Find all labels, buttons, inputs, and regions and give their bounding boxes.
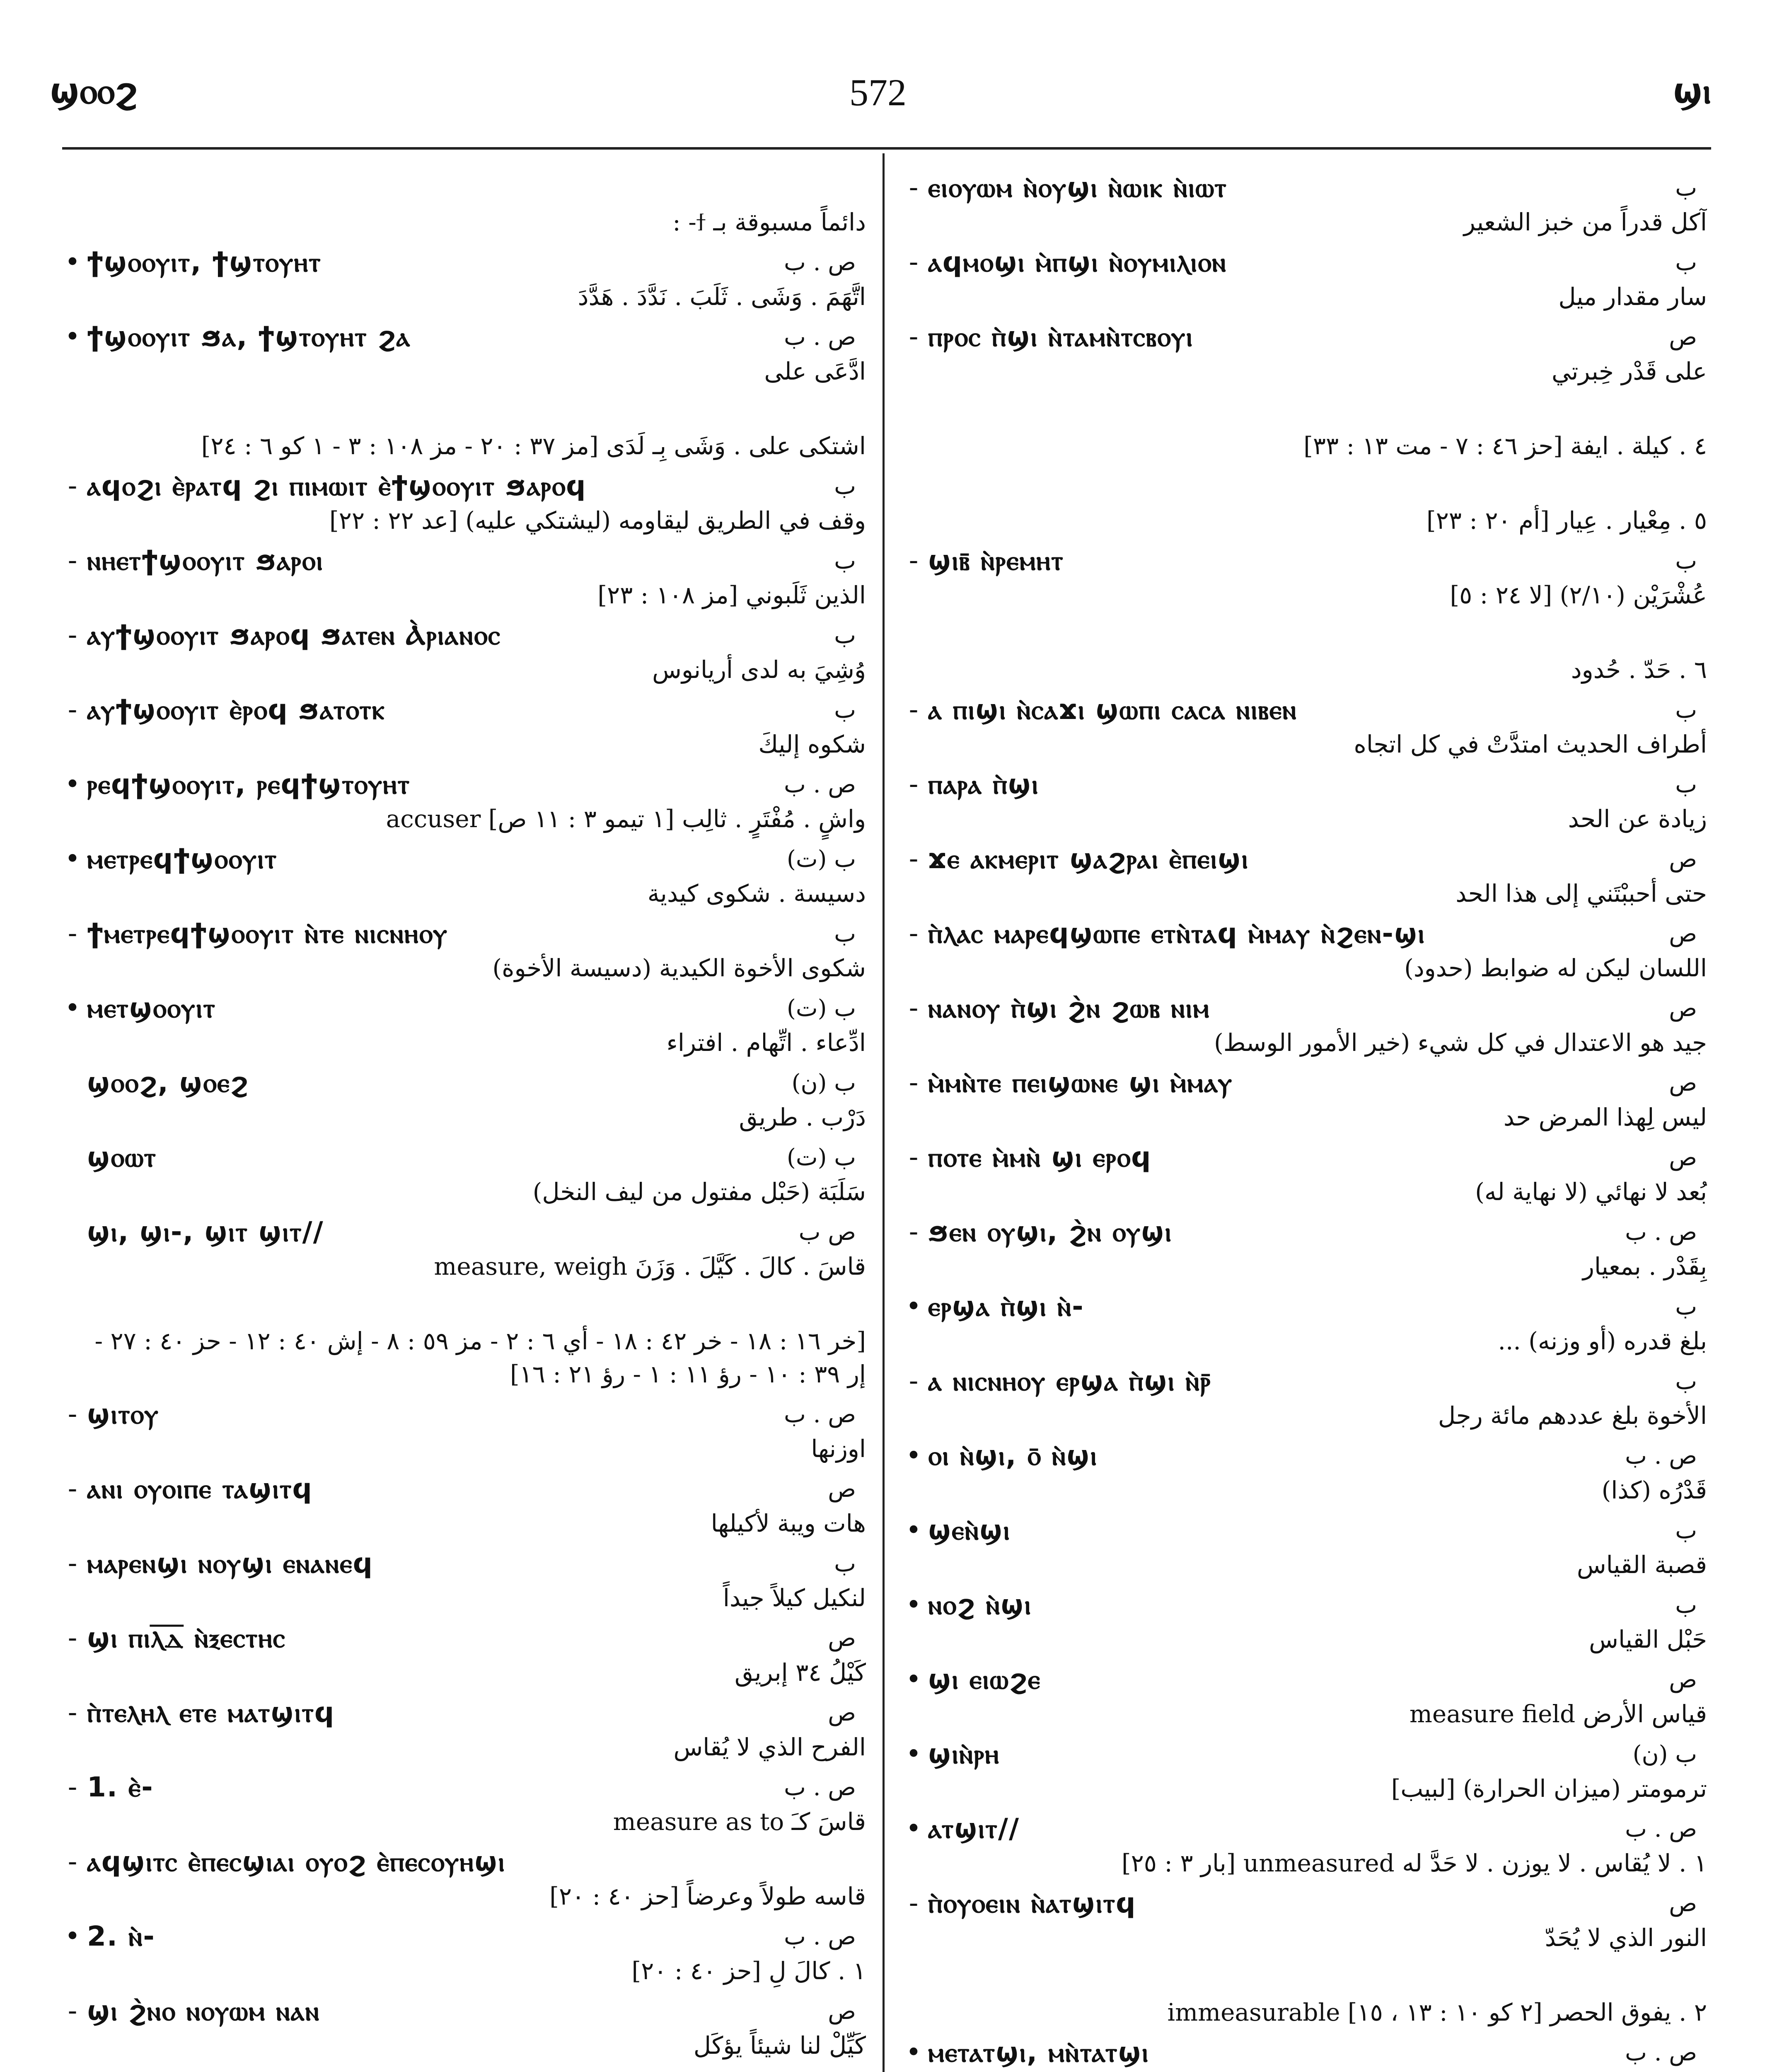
dictionary-entry (58, 170, 866, 239)
dictionary-entry (899, 170, 1707, 239)
coptic-headword: ⲁϥⲟϩⲓ ⲉ̀ⲣⲁⲧϥ ϩⲓ ⲡⲓⲙⲱⲓⲧ ⲉ̀ϯϣⲟⲟⲩⲓⲧ ϧⲁⲣⲟϥ (87, 470, 587, 502)
dialect-tag: ص (1669, 995, 1697, 1022)
entry-marker: - (68, 1847, 77, 1877)
arabic-gloss: حَبْل القياس (1589, 1625, 1707, 1653)
entry-marker: - (909, 172, 919, 203)
dialect-tag: ب (1675, 1517, 1697, 1544)
entry-marker: • (906, 1664, 921, 1695)
dictionary-entry (899, 1886, 1707, 1954)
arabic-gloss: [خر ١٦ : ١٨ - خر ٤٢ : ١٨ - أي ٦ : ٢ - مز ٥٩ : ٨ - إش ٤٠ : ١٢ - حز ٤٠ : ٢٧ - إر ٣٩ : ١٠ - رؤ ١١ : ١ - رؤ ٢١ : ١٦] (94, 1327, 866, 1388)
coptic-headword: ⲁϥⲙⲟϣⲓ ⲙ̀ⲡϣⲓ ⲛ̀ⲟⲩⲙⲓⲗⲓⲟⲛ (928, 246, 1227, 278)
dialect-tag: ب (1675, 1368, 1697, 1395)
arabic-gloss: الأخوة بلغ عددهم مائة رجل (1438, 1402, 1707, 1430)
running-head-left: ϣⲟⲟϩ (50, 70, 138, 112)
dictionary-entry (899, 617, 1707, 686)
dictionary-entry (899, 1289, 1707, 1358)
entry-marker: - (68, 545, 77, 576)
dictionary-entry (58, 244, 866, 313)
dictionary-entry (899, 1662, 1707, 1731)
dialect-tag: ب (1675, 696, 1697, 724)
dictionary-entry (899, 543, 1707, 612)
dictionary-entry (899, 1960, 1707, 2029)
dictionary-entry (899, 692, 1707, 761)
dialect-tag: (ن) ب (791, 1069, 856, 1097)
arabic-gloss: وقف في الطريق ليقاومه (ليشتكي عليه) [عد ٢٢ : ٢٢] (329, 506, 866, 535)
arabic-gloss: ٢ . يفوق الحصر [٢ كو ١٠ : ١٣ ، ١٥] immeasurable (1167, 1998, 1707, 2026)
dictionary-entry (58, 1993, 866, 2062)
arabic-gloss: قاسَ . كالَ . كَيَّلَ . وَزَنَ measure, weigh (434, 1252, 866, 1280)
arabic-gloss: كَيِّلْ لنا شيئاً يؤكَل (693, 2031, 866, 2060)
coptic-headword: ϣⲓ ⲡⲓⲗ̅ⲇ̅ ⲛ̀ⲝⲉⲥⲧⲏⲥ (87, 1622, 286, 1654)
dictionary-entry (899, 767, 1707, 835)
entry-marker: - (909, 769, 919, 800)
dictionary-entry (899, 1363, 1707, 1432)
dictionary-entry (58, 468, 866, 537)
arabic-gloss: اشتكى على . وَشَى بِـ لَدَى [مز ٣٧ : ٢٠ - مز ١٠٨ : ٣ - ١ كو ٦ : ٢٤] (201, 432, 866, 460)
dialect-tag: ص (828, 1624, 856, 1652)
dictionary-entry (899, 1140, 1707, 1208)
coptic-headword: ⲡⲣⲟⲥ ⲡ̀ϣⲓ ⲛ̀ⲧⲁⲙⲛ̀ⲧⲥⲃⲟⲩⲓ (928, 320, 1194, 353)
dialect-tag: ص (828, 1699, 856, 1726)
dictionary-entry (58, 543, 866, 612)
dictionary-entry (58, 617, 866, 686)
coptic-headword: ϣⲉⲛ̀ϣⲓ (928, 1514, 1011, 1546)
dictionary-entry (899, 841, 1707, 910)
arabic-gloss: بِقَدْر . بمعيار (1582, 1252, 1707, 1280)
entry-marker: - (909, 1142, 919, 1173)
dictionary-entry (58, 1769, 866, 1838)
dialect-tag: ص (1669, 845, 1697, 873)
coptic-headword: ⲁⲩϯϣⲟⲟⲩⲓⲧ ⲉ̀ⲣⲟϥ ϧⲁⲧⲟⲧⲕ (87, 693, 385, 726)
dictionary-entry (899, 319, 1707, 388)
coptic-headword: ϫⲉ ⲁⲕⲙⲉⲣⲓⲧ ϣⲁϩⲣⲁⲓ ⲉ̀ⲡⲉⲓϣⲓ (928, 842, 1249, 875)
arabic-gloss: وُشِيَ به لدى أريانوس (652, 656, 866, 684)
dialect-tag: (ت) ب (787, 845, 856, 873)
entry-marker: - (68, 1996, 77, 2026)
dictionary-entry (899, 468, 1707, 537)
dialect-tag: (ت) ب (787, 1144, 856, 1171)
arabic-gloss: الفرح الذي لا يُقاس (673, 1733, 866, 1761)
coptic-headword: ϯϣⲟⲟⲩⲓⲧ ϧⲁ, ϯϣⲧⲟⲩⲏⲧ ϩⲁ (87, 320, 411, 353)
coptic-headword: ϯϣⲟⲟⲩⲓⲧ, ϯϣⲧⲟⲩⲏⲧ (87, 246, 322, 278)
coptic-headword: ϣⲓⲛ̀ⲣⲏ (928, 1738, 1000, 1770)
arabic-gloss: قصبة القياس (1576, 1551, 1707, 1579)
arabic-gloss: آكل قدراً من خبز الشعير (1463, 208, 1707, 236)
dictionary-entry (899, 244, 1707, 313)
arabic-gloss: على قَدْر خِبرتي (1551, 357, 1707, 385)
dictionary-entry (899, 1736, 1707, 1805)
dialect-tag: ص ب (798, 1218, 856, 1246)
arabic-gloss: عُشْرَيْن (٢/١٠) [لا ٢٤ : ٥] (1450, 581, 1707, 609)
entry-marker: • (906, 1291, 921, 1322)
header-rule (62, 147, 1711, 150)
entry-marker: - (68, 918, 77, 949)
entry-marker: - (68, 620, 77, 651)
entry-marker: • (906, 1515, 921, 1546)
arabic-gloss: اللسان ليكن له ضوابط (حدود) (1404, 954, 1707, 982)
dictionary-entry (58, 692, 866, 761)
entry-marker: • (906, 1590, 921, 1620)
coptic-headword: 2. ⲛ̀- (87, 1920, 155, 1952)
coptic-headword: ⲙⲁⲣⲉⲛϣⲓ ⲛⲟⲩϣⲓ ⲉⲛⲁⲛⲉϥ (87, 1547, 373, 1579)
dictionary-entry (58, 1289, 866, 1391)
right-column (899, 170, 1707, 2072)
coptic-headword: ϧⲉⲛ ⲟⲩϣⲓ, ϩ̀ⲛ ⲟⲩϣⲓ (928, 1215, 1173, 1248)
dictionary-entry (899, 1214, 1707, 1283)
dictionary-entry (58, 1397, 866, 1465)
coptic-headword: ⲙⲉⲧϣⲟⲟⲩⲓⲧ (87, 992, 216, 1024)
entry-marker: • (906, 1813, 921, 1844)
coptic-headword: ⲡⲟⲧⲉ ⲙ̀ⲙⲛ̀ ϣⲓ ⲉⲣⲟϥ (928, 1141, 1152, 1173)
dictionary-entry (899, 394, 1707, 462)
coptic-headword: ⲁⲛⲓ ⲟⲩⲟⲓⲡⲉ ⲧⲁϣⲓⲧϥ (87, 1472, 313, 1505)
entry-marker: • (65, 769, 80, 800)
dictionary-entry (899, 1587, 1707, 1656)
arabic-gloss: سَلَبَة (حَبْل مفتول من ليف النخل) (532, 1178, 866, 1206)
coptic-headword: ⲁⲩϯϣⲟⲟⲩⲓⲧ ϧⲁⲣⲟϥ ϧⲁⲧⲉⲛ Ⲁ̀ⲣⲓⲁⲛⲟⲥ (87, 619, 501, 651)
arabic-gloss: قاسَ كـَ measure as to (613, 1808, 866, 1836)
arabic-gloss: سار مقدار ميل (1558, 283, 1707, 311)
dialect-tag: ص . ب (784, 249, 856, 276)
entry-marker: • (906, 1739, 921, 1769)
dictionary-entry (899, 1065, 1707, 1134)
dialect-tag: ب (834, 622, 856, 649)
dictionary-entry (899, 2035, 1707, 2072)
dialect-tag: ص . ب (1625, 1442, 1697, 1469)
dictionary-entry (899, 990, 1707, 1059)
dialect-tag: ص (1669, 1666, 1697, 1693)
entry-marker: - (68, 1548, 77, 1579)
arabic-gloss: ١ . لا يُقاس . لا يوزن . لا حَدَّ له unmeasured [بار ٣ : ٢٥] (1121, 1849, 1707, 1877)
running-head-right: ϣⲓ (1673, 70, 1711, 112)
arabic-gloss: ٥ . مِعْيار . عِيار [أم ٢٠ : ٢٣] (1426, 506, 1707, 535)
arabic-gloss: الذين ثَلَبوني [مز ١٠٨ : ٢٣] (597, 581, 866, 609)
arabic-gloss: جيد هو الاعتدال في كل شيء (خير الأمور الوسط) (1214, 1029, 1707, 1057)
dictionary-entry (58, 1620, 866, 1689)
dialect-tag: ص . ب (1625, 1218, 1697, 1246)
coptic-headword: ⲁⲧϣⲓⲧ// (928, 1812, 1020, 1844)
dialect-tag: ص . ب (1625, 2039, 1697, 2066)
arabic-gloss: ١ . كالَ لِ [حز ٤٠ : ٢٠] (631, 1957, 866, 1985)
dialect-tag: ص (1669, 1890, 1697, 1917)
arabic-gloss: بُعد لا نهائي (لا نهاية له) (1475, 1178, 1707, 1206)
coptic-headword: ⲙⲉⲧⲣⲉϥϯϣⲟⲟⲩⲓⲧ (87, 842, 278, 875)
coptic-headword: ⲉⲣϣⲁ ⲡ̀ϣⲓ ⲛ̀- (928, 1290, 1084, 1322)
arabic-gloss: ٦ . حَدّ . حُدود (1571, 656, 1707, 684)
arabic-gloss: ترمومتر (ميزان الحرارة) [لبيب] (1391, 1774, 1707, 1803)
dictionary-entry (58, 841, 866, 910)
entry-marker: - (909, 844, 919, 874)
arabic-gloss: لنكيل كيلاً جيداً (723, 1584, 866, 1612)
arabic-gloss: دَرْب . طريق (739, 1103, 866, 1131)
coptic-headword: ⲡ̀ⲟⲩⲟⲉⲓⲛ ⲛ̀ⲁⲧϣⲓⲧϥ (928, 1887, 1136, 1919)
coptic-headword: ⲡ̀ⲧⲉⲗⲏⲗ ⲉⲧⲉ ⲙⲁⲧϣⲓⲧϥ (87, 1696, 335, 1728)
entry-marker: - (909, 1888, 919, 1919)
coptic-headword: 1. ⲉ̀- (87, 1771, 154, 1803)
dictionary-entry (58, 1471, 866, 1540)
dialect-tag: ب (1675, 174, 1697, 201)
entry-marker: - (909, 322, 919, 352)
entry-marker: - (909, 1067, 919, 1098)
dialect-tag: ص (828, 1475, 856, 1503)
dictionary-entry (58, 1065, 866, 1134)
dictionary-entry (899, 1438, 1707, 1507)
dictionary-entry (58, 1214, 866, 1283)
arabic-gloss: قَدْرُه (كذا) (1601, 1476, 1707, 1504)
coptic-headword: ϣⲓⲃ̄ ⲛ̀ⲣⲉⲙⲏⲧ (928, 544, 1064, 576)
entry-marker: - (909, 545, 919, 576)
dialect-tag: ب (834, 920, 856, 947)
coptic-headword: ϣⲓⲧⲟⲩ (87, 1398, 159, 1430)
dialect-tag: ص . ب (1625, 1815, 1697, 1842)
coptic-headword: ⲟⲓ ⲛ̀ϣⲓ, ⲟ̄ ⲛ̀ϣⲓ (928, 1439, 1098, 1472)
dialect-tag: ب (1675, 1293, 1697, 1320)
arabic-gloss: اتَّهَمَ . وَشَى . ثَلَبَ . نَدَّدَ . هَدَّدَ (578, 283, 866, 311)
arabic-gloss: كَيْلُ ٣٤ إبريق (734, 1658, 866, 1687)
dictionary-entry (58, 1546, 866, 1615)
entry-marker: • (65, 844, 80, 874)
arabic-gloss: ليس لِهذا المرض حد (1503, 1103, 1707, 1131)
coptic-headword: ϣⲓ, ϣⲓ-, ϣⲓⲧ ϣⲓⲧ// (87, 1215, 324, 1248)
arabic-gloss: قياس الأرض measure field (1409, 1700, 1707, 1728)
dictionary-entry (899, 1811, 1707, 1880)
entry-marker: • (65, 247, 80, 278)
dialect-tag: ص (1669, 1144, 1697, 1171)
dialect-tag: ص (1669, 920, 1697, 947)
dialect-tag: ب (834, 696, 856, 724)
arabic-gloss (899, 2070, 1707, 2072)
dialect-tag: ص (828, 1997, 856, 2025)
dialect-tag: ب (834, 1550, 856, 1577)
coptic-headword: ⲛⲟϩ ⲛ̀ϣⲓ (928, 1588, 1032, 1621)
left-column (58, 170, 866, 2072)
entry-marker: - (68, 695, 77, 725)
arabic-gloss: ٤ . كيلة . ايفة [حز ٤٦ : ٧ - مت ١٣ : ٣٣] (1303, 432, 1707, 460)
coptic-headword: ⲁϥϣⲓⲧⲥ ⲉ̀ⲡⲉⲥϣⲓⲁⲓ ⲟⲩⲟϩ ⲉ̀ⲡⲉⲥⲟⲩⲏϣⲓ (87, 1845, 505, 1878)
coptic-headword: ⲁ ⲛⲓⲥⲛⲏⲟⲩ ⲉⲣϣⲁ ⲡ̀ϣⲓ ⲛ̀ⲣ̄ (928, 1365, 1211, 1397)
arabic-gloss: بلغ قدره (أو وزنه) ... (1498, 1327, 1707, 1355)
entry-marker: • (65, 1921, 80, 1952)
dictionary-entry (58, 394, 866, 462)
entry-marker: - (68, 1623, 77, 1653)
arabic-gloss: حتى أحببْتَني إلى هذا الحد (1456, 879, 1707, 908)
coptic-headword: ⲁ ⲡⲓϣⲓ ⲛ̀ⲥⲁϫⲓ ϣⲱⲡⲓ ⲥⲁⲥⲁ ⲛⲓⲃⲉⲛ (928, 693, 1297, 726)
dictionary-entry (58, 767, 866, 835)
coptic-headword: ϣⲟⲱⲧ (87, 1141, 157, 1173)
coptic-headword: ϯⲙⲉⲧⲣⲉϥϯϣⲟⲟⲩⲓⲧ ⲛ̀ⲧⲉ ⲛⲓⲥⲛⲏⲟⲩ (87, 917, 448, 949)
entry-marker: • (906, 2037, 921, 2068)
entry-marker: - (909, 695, 919, 725)
entry-marker: - (68, 1772, 77, 1803)
arabic-gloss: هات ويبة لأكيلها (711, 1509, 866, 1537)
entry-marker: - (68, 1399, 77, 1430)
coptic-headword: ϣⲓ ϩ̀ⲛⲟ ⲛⲟⲩⲱⲙ ⲛⲁⲛ (87, 1995, 320, 2027)
page-number: 572 (849, 71, 907, 114)
entry-marker: • (65, 322, 80, 352)
arabic-gloss: أطراف الحديث امتدَّتْ في كل اتجاه (1354, 730, 1707, 758)
dictionary-entry (58, 1695, 866, 1764)
dictionary-entry (58, 1844, 866, 1913)
entry-marker: - (909, 993, 919, 1024)
dictionary-entry (899, 1513, 1707, 1581)
dictionary-entry (58, 2068, 866, 2072)
dictionary-entry (899, 916, 1707, 985)
dialect-tag: ص . ب (784, 1923, 856, 1950)
arabic-gloss: اوزنها (811, 1435, 866, 1463)
dictionary-entry (58, 916, 866, 985)
arabic-gloss: شكوى الأخوة الكيدية (دسيسة الأخوة) (492, 954, 866, 982)
arabic-gloss: ادَّعَى على (764, 357, 866, 385)
arabic-gloss: واشٍ . مُفْتَرٍ . ثالِب [١ تيمو ٣ : ١١ ص] accuser (386, 805, 866, 833)
dialect-tag: ص . ب (784, 1774, 856, 1801)
entry-marker: - (909, 1366, 919, 1397)
arabic-gloss: ادِّعاء . اتِّهام . افتراء (666, 1029, 866, 1057)
dictionary-entry (58, 319, 866, 388)
coptic-headword: ϣⲓ ⲉⲓⲱϩⲉ (928, 1663, 1041, 1695)
column-divider (882, 153, 885, 2072)
dialect-tag: ص . ب (784, 323, 856, 351)
dialect-tag: ص (1669, 1069, 1697, 1097)
dialect-tag: ص (1669, 323, 1697, 351)
dialect-tag: ص . ب (784, 1401, 856, 1428)
dialect-tag: ب (834, 472, 856, 500)
arabic-gloss: النور الذي لا يُحَدّ (1545, 1924, 1707, 1952)
arabic-gloss: دسيسة . شكوى كيدية (647, 879, 866, 908)
arabic-gloss: شكوه إليكَ (758, 730, 866, 758)
coptic-headword: ⲙⲉⲧⲁⲧϣⲓ, ⲙⲛ̀ⲧⲁⲧϣⲓ (928, 2036, 1149, 2068)
arabic-gloss: دائماً مسبوقة بـ ϯ- : (672, 208, 866, 236)
dictionary-entry (58, 1140, 866, 1208)
dialect-tag: ب (1675, 249, 1697, 276)
dialect-tag: ص . ب (784, 771, 856, 798)
entry-marker: • (65, 993, 80, 1024)
entry-marker: - (68, 471, 77, 501)
arabic-gloss: قاسه طولاً وعرضاً [حز ٤٠ : ٢٠] (549, 1882, 866, 1910)
coptic-headword: ⲡ̀ⲗⲁⲥ ⲙⲁⲣⲉϥϣⲱⲡⲉ ⲉⲧⲛ̀ⲧⲁϥ ⲙ̀ⲙⲁⲩ ⲛ̀ϩⲉⲛ-ϣⲓ (928, 917, 1425, 949)
coptic-headword: ⲉⲓⲟⲩⲱⲙ ⲛ̀ⲟⲩϣⲓ ⲛ̀ⲱⲓⲕ ⲛ̀ⲓⲱⲧ (928, 171, 1227, 203)
entry-marker: - (909, 918, 919, 949)
coptic-headword: ⲛⲁⲛⲟⲩ ⲡ̀ϣⲓ ϩ̀ⲛ ϩⲱⲃ ⲛⲓⲙ (928, 992, 1210, 1024)
coptic-headword: ⲡⲁⲣⲁ ⲡ̀ϣⲓ (928, 768, 1039, 800)
coptic-headword: ⲙ̀ⲙⲛ̀ⲧⲉ ⲡⲉⲓϣⲱⲛⲉ ϣⲓ ⲙ̀ⲙⲁⲩ (928, 1066, 1233, 1099)
coptic-headword: ⲛⲏⲉⲧϯϣⲟⲟⲩⲓⲧ ϧⲁⲣⲟⲓ (87, 544, 324, 576)
dialect-tag: ب (1675, 547, 1697, 574)
entry-marker: - (68, 1474, 77, 1504)
dialect-tag: ب (1675, 1591, 1697, 1619)
entry-marker: • (906, 1440, 921, 1471)
entry-marker: - (909, 247, 919, 278)
dialect-tag: ب (1675, 771, 1697, 798)
dialect-tag: (ن) ب (1632, 1740, 1697, 1768)
entry-marker: - (909, 1217, 919, 1247)
coptic-headword: ϣⲟⲟϩ, ϣⲟⲉϩ (87, 1066, 249, 1099)
coptic-headword: ⲣⲉϥϯϣⲟⲟⲩⲓⲧ, ⲣⲉϥϯϣⲧⲟⲩⲏⲧ (87, 768, 411, 800)
dictionary-entry (58, 990, 866, 1059)
entry-marker: - (68, 1697, 77, 1728)
dictionary-entry (58, 1919, 866, 1987)
dialect-tag: ب (834, 547, 856, 574)
arabic-gloss: زيادة عن الحد (1568, 805, 1707, 833)
dialect-tag: (ت) ب (787, 995, 856, 1022)
